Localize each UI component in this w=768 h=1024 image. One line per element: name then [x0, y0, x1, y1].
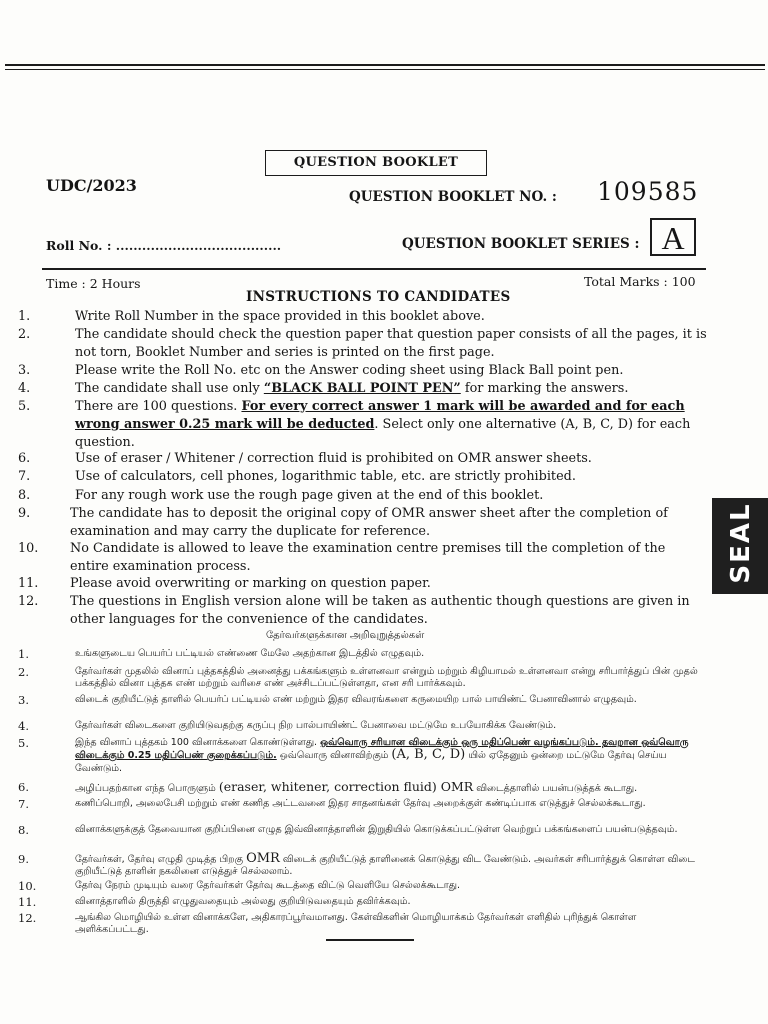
tamil-instruction-number: 12. [18, 911, 37, 925]
tamil-instruction-number: 6. [18, 780, 29, 794]
series-box: A [650, 218, 696, 256]
instructions-heading: INSTRUCTIONS TO CANDIDATES [246, 289, 511, 305]
total-marks: Total Marks : 100 [584, 274, 696, 289]
tamil-instruction-6 [18, 781, 708, 795]
tamil-text-pre: அழிப்பதற்கான எந்த பொருளும் [75, 783, 219, 794]
tamil-instruction-5 [18, 737, 708, 775]
tamil-instruction-7 [18, 798, 708, 810]
tamil-instruction-text: வினாத்தாளில் திருத்தி எழுதுவதையும் அல்லது குறியிடுவதையும் தவிர்க்கவும். [75, 896, 411, 907]
instruction-text-post: for marking the answers. [460, 381, 629, 396]
tamil-instruction-text [75, 853, 708, 879]
marking-scheme-emphasis: For every correct answer 1 mark will be awarded and for each wrong answer 0.25 mark will be deducted [75, 399, 685, 432]
tamil-text-post: விடைத்தாளில் பயன்படுத்தக் கூடாது. [473, 783, 638, 794]
instruction-text: Use of calculators, cell phones, logarithmic table, etc. are strictly prohibited. [75, 469, 576, 484]
tamil-instruction-text: வினாக்களுக்குத் தேவையான குறிப்பினை எழுத இவ்வினாத்தாளின் இறுதியில் கொடுக்கப்பட்டுள்ள வெற்றுப் பக்கங்களைப் பயன்படுத்தவும். [75, 824, 678, 835]
tamil-marking-emphasis: ஒவ்வொரு சரியான விடைக்கும் ஒரு மதிப்பெண் வழங்கப்படும். தவறான ஒவ்வொரு விடைக்கும் 0.25 மதிப்பெண் குறைக்கப்படும். [75, 737, 689, 762]
instruction-4 [18, 380, 708, 398]
instruction-number: 8. [18, 488, 31, 503]
instruction-text-pre: The candidate shall use only [75, 381, 264, 396]
instruction-text: No Candidate is allowed to leave the examination centre premises till the completion of the entire examination process. [70, 541, 666, 574]
instruction-text-post: . Select only one alternative (A, B, C, D) for each question. [75, 416, 691, 450]
instruction-number: 3. [18, 363, 31, 378]
tamil-instruction-2 [18, 666, 708, 691]
booklet-title-box: QUESTION BOOKLET [265, 150, 487, 176]
top-rule-thin [5, 69, 765, 70]
tamil-instruction-number: 2. [18, 665, 29, 679]
seal-stamp [712, 498, 768, 594]
tamil-instruction-number: 5. [18, 736, 29, 750]
instruction-number: 11. [18, 576, 39, 591]
tamil-instruction-11 [18, 896, 708, 908]
instruction-8 [18, 487, 708, 505]
tamil-instruction-text: தேர்வர்கள் விடைகளை குறியிடுவதற்கு கருப்பு நிற பால்பாயிண்ட் பேனாவை மட்டுமே உபயோகிக்க வேண்டும். [75, 720, 557, 731]
tamil-instruction-number: 1. [18, 647, 29, 661]
tamil-instruction-text: ஆங்கில மொழியில் உள்ள வினாக்களே, அதிகாரப்பூர்வமானது. கேள்விகளின் மொழியாக்கம் தேர்வர்கள் எளிதில் புரிந்துக் கொள்ள அளிக்கப்பட்டது. [75, 912, 637, 936]
time-allowed: Time : 2 Hours [46, 276, 141, 291]
tamil-instruction-12 [18, 912, 708, 937]
tamil-instruction-text [75, 737, 708, 775]
instruction-text: Please avoid overwriting or marking on question paper. [70, 576, 431, 591]
tamil-instruction-number: 10. [18, 879, 37, 893]
instruction-text: Please write the Roll No. etc on the Answer coding sheet using Black Ball point pen. [75, 363, 624, 378]
instruction-number: 6. [18, 451, 31, 466]
black-pen-emphasis: “BLACK BALL POINT PEN” [263, 381, 461, 396]
instruction-text: Write Roll Number in the space provided in this booklet above. [75, 309, 485, 324]
instruction-text [75, 398, 708, 451]
tamil-heading: தேர்வர்களுக்கான அறிவுறுத்தல்கள் [266, 630, 425, 641]
tamil-text-post2: யில் ஏதேனும் ஒன்றை மட்டுமே தேர்வு செய்ய வேண்டும். [75, 750, 667, 774]
tamil-instruction-text [75, 781, 708, 795]
instruction-number: 10. [18, 541, 39, 556]
booklet-number: 109585 [597, 177, 699, 206]
series-label: QUESTION BOOKLET SERIES : [402, 236, 640, 252]
tamil-instruction-number: 3. [18, 693, 29, 707]
tamil-instruction-number: 9. [18, 852, 29, 866]
seal-label: SEAL [726, 502, 756, 584]
tamil-instruction-text: விடைக் குறியீட்டுத் தாளில் பெயர்ப் பட்டியல் எண் மற்றும் இதர விவரங்களை கருமையிற பால் பாயிண்ட் பேனாவினால் எழுதவும். [75, 694, 637, 705]
tamil-text-pre: இந்த வினாப் புத்தகம் 100 வினாக்களை கொண்டுள்ளது. [75, 737, 321, 748]
tamil-instruction-text: உங்களுடைய பெயர்ப் பட்டியல் எண்ணை மேலே அதற்கான இடத்தில் எழுதவும். [75, 648, 425, 659]
tamil-instruction-8 [18, 824, 708, 836]
tamil-eraser-emphasis: (eraser, whitener, correction fluid) OMR [218, 779, 474, 794]
tamil-instruction-9 [18, 853, 708, 879]
instruction-10 [18, 540, 708, 576]
instruction-number: 12. [18, 594, 39, 609]
top-rule [5, 64, 765, 66]
exam-code: UDC/2023 [46, 176, 137, 195]
roll-number-field[interactable]: Roll No. : ...................................... [46, 238, 282, 253]
instruction-text: The questions in English version alone will be taken as authentic though questions are given in other languages for the convenience of the candidates. [70, 594, 690, 627]
instruction-2 [18, 326, 708, 362]
instruction-number: 1. [18, 309, 31, 324]
tamil-instruction-text: தேர்வு நேரம் முடியும் வரை தேர்வர்கள் தேர்வு கூடத்தை விட்டு வெளியே செல்லக்கூடாது. [75, 880, 461, 891]
tamil-instruction-number: 8. [18, 823, 29, 837]
instruction-5 [18, 398, 708, 451]
instruction-1 [18, 308, 708, 326]
instruction-12 [18, 593, 708, 629]
instruction-number: 5. [18, 399, 31, 414]
instruction-text [75, 380, 708, 398]
booklet-no-label: QUESTION BOOKLET NO. : [349, 189, 557, 205]
instruction-text: The candidate should check the question paper that question paper consists of all the pages, it is not torn, Booklet Number and series is printed on the first page. [75, 327, 707, 360]
tamil-options: (A, B, C, D) [391, 747, 466, 763]
instruction-3 [18, 362, 708, 380]
tamil-text-post: ஒவ்வொரு வினாவிற்கும் [276, 750, 392, 762]
footer-rule [326, 939, 414, 941]
tamil-instruction-1 [18, 648, 708, 660]
instruction-text: For any rough work use the rough page given at the end of this booklet. [75, 488, 544, 503]
instruction-number: 2. [18, 327, 31, 342]
tamil-instruction-3 [18, 694, 708, 706]
tamil-instruction-number: 11. [18, 895, 37, 909]
tamil-instruction-10 [18, 880, 708, 892]
instruction-7 [18, 468, 708, 486]
tamil-instruction-text: கணிப்பொறி, அலைபேசி மற்றும் எண் கணித அட்டவனை இதர சாதனங்கள் தேர்வு அறைக்குள் கண்டிப்பாக எடுத்துச் செல்லக்கூடாது. [75, 798, 646, 809]
instruction-text: Use of eraser / Whitener / correction fluid is prohibited on OMR answer sheets. [75, 451, 592, 466]
tamil-text-post: விடைக் குறியீட்டுத் தாளினைக் கொடுத்து விட வேண்டும். அவர்கள் சரிபார்த்துக் கொள்ள விடை குறியீட்டுத் தாளின் நகலினை எடுத்துச் செல்லலாம். [75, 854, 695, 878]
instruction-number: 7. [18, 469, 31, 484]
tamil-text-pre: தேர்வர்கள், தேர்வு எழுதி முடித்த பிறகு [75, 854, 247, 865]
tamil-instruction-text: தேர்வர்கள் முதலில் வினாப் புத்தகத்தில் அனைத்து பக்கங்களும் உள்ளனவா என்றும் மற்றும் கிழியாமல் உள்ளனவா என்று சரிபார்த்துப் பின் முதல் பக்கத்தில் வினா புத்தக எண் மற்றும் வரிசை எண் அச்சிடப்பட்டுள்ளதா, என சரி பார்க்கவும். [75, 666, 698, 690]
instruction-number: 9. [18, 506, 31, 521]
tamil-instruction-number: 4. [18, 719, 29, 733]
header-rule [42, 268, 706, 270]
instruction-9 [18, 505, 708, 541]
instruction-text: The candidate has to deposit the original copy of OMR answer sheet after the completion of examination and may carry the duplicate for reference. [70, 506, 668, 539]
instruction-11 [18, 575, 708, 593]
tamil-instruction-4 [18, 720, 708, 732]
tamil-instruction-number: 7. [18, 797, 29, 811]
instruction-number: 4. [18, 381, 31, 396]
tamil-omr-emphasis: OMR [246, 851, 280, 866]
instruction-6 [18, 450, 708, 468]
instruction-text-pre: There are 100 questions. [75, 399, 242, 414]
